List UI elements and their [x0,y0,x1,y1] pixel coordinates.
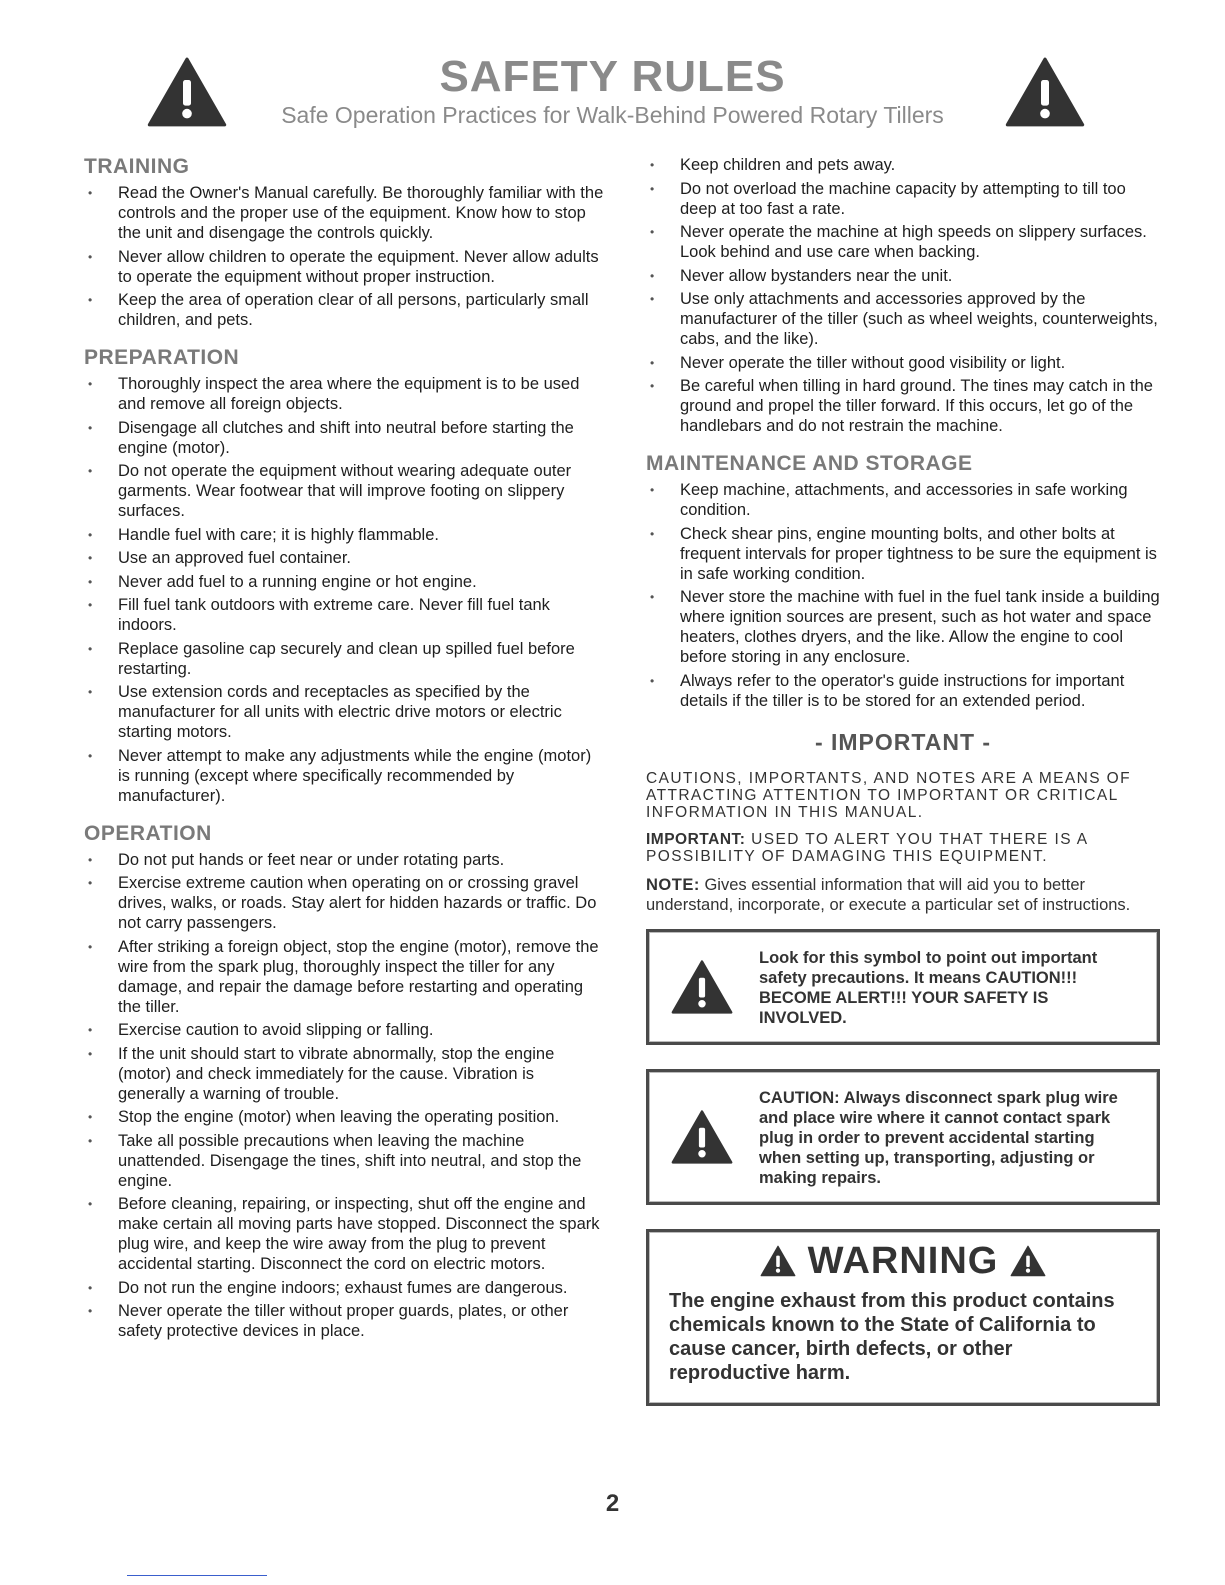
list-item: • Do not put hands or feet near or under rotating parts. [84,850,604,870]
footer-link-line [127,1575,267,1576]
list-item: • Never store the machine with fuel in the fuel tank inside a building where ignition sources are present, such as hot water and space heaters, clothes dryers, and the like. Allow the engine to cool before storing in any enclosure. [646,587,1160,667]
note-label: NOTE: [646,875,700,894]
list-item: • Never operate the tiller without proper guards, plates, or other safety protective devices in place. [84,1301,604,1341]
list-item: • Keep the area of operation clear of all persons, particularly small children, and pets. [84,290,604,330]
preparation-heading: PREPARATION [84,346,240,369]
warning-box [646,1229,1160,1406]
list-item: • Never operate the machine at high speeds on slippery surfaces. Look behind and use care when backing. [646,222,1160,262]
page-header [0,0,1225,150]
list-item: • Before cleaning, repairing, or inspecting, shut off the engine and make certain all moving parts have stopped. Disconnect the spark plug wire, and keep the wire away from the plug to prevent accidental starting. Disconnect the cord on electric motors. [84,1194,604,1274]
list-item: • If the unit should start to vibrate abnormally, stop the engine (motor) and check immediately for the cause. Vibration is generally a warning of trouble. [84,1044,604,1104]
list-item: • Read the Owner's Manual carefully. Be thoroughly familiar with the controls and the proper use of the equipment. Know how to stop the unit and disengage the controls quickly. [84,183,604,243]
list-item: • Never add fuel to a running engine or hot engine. [84,572,604,592]
training-heading: TRAINING [84,155,190,178]
left-column [84,155,604,1357]
list-item: • Never allow children to operate the equipment. Never allow adults to operate the equipment without proper instruction. [84,247,604,287]
training-list [84,183,604,330]
list-item: • Do not run the engine indoors; exhaust fumes are dangerous. [84,1278,604,1298]
symbol-box [646,929,1160,1045]
list-item: • Never attempt to make any adjustments while the engine (motor) is running (except where specifically recommended by manufacturer). [84,746,604,806]
warning-triangle-icon [1005,55,1085,129]
important-heading: - IMPORTANT - [814,728,992,755]
symbol-box-text: Look for this symbol to point out important safety precautions. It means CAUTION!!! BECOME ALERT!!! YOUR SAFETY IS INVOLVED. [759,948,1098,1027]
operation-heading: OPERATION [84,821,212,845]
note-definition [646,875,1160,915]
warning-text: The engine exhaust from this product contains chemicals known to the State of California to cause cancer, birth defects, or other reproductive harm. [669,1289,1115,1384]
list-item: • Be careful when tilling in hard ground. The tines may catch in the ground and propel the tiller forward. If this occurs, let go of the handlebars and do not restrain the machine. [646,376,1160,436]
list-item: • Replace gasoline cap securely and clean up spilled fuel before restarting. [84,639,604,679]
list-item: • Use an approved fuel container. [84,548,604,568]
list-item: • Do not operate the equipment without wearing adequate outer garments. Wear footwear that will improve footing on slippery surfaces. [84,461,604,521]
important-caps-text: CAUTIONS, IMPORTANTS, AND NOTES ARE A MEANS OF ATTRACTING ATTENTION TO IMPORTANT OR CRITICAL INFORMATION IN THIS MANUAL. [646,769,1131,821]
list-item: • Do not overload the machine capacity by attempting to till too deep at too fast a rate. [646,179,1160,219]
maintenance-heading: MAINTENANCE AND STORAGE [646,452,973,475]
warning-triangle-icon [671,1109,733,1165]
warning-title-row [669,1240,1137,1283]
right-column [646,155,1160,1406]
preparation-list [84,374,604,806]
warning-triangle-icon [671,959,733,1015]
note-text: Gives essential information that will aid you to better understand, incorporate, or execute a particular set of instructions. [646,875,1131,914]
list-item: • Disengage all clutches and shift into neutral before starting the engine (motor). [84,418,604,458]
caution-box [646,1069,1160,1205]
list-item: • Thoroughly inspect the area where the equipment is to be used and remove all foreign objects. [84,374,604,414]
list-item: • Check shear pins, engine mounting bolts, and other bolts at frequent intervals for proper tightness to be sure the equipment is in safe working condition. [646,524,1160,584]
list-item: • Fill fuel tank outdoors with extreme care. Never fill fuel tank indoors. [84,595,604,635]
warning-triangle-icon [1010,1245,1046,1277]
maintenance-list [646,480,1160,711]
operation-continued-list [646,155,1160,436]
list-item: • Never operate the tiller without good visibility or light. [646,353,1160,373]
list-item: • Use only attachments and accessories approved by the manufacturer of the tiller (such as wheel weights, counterweights, cabs, and the like). [646,289,1160,349]
operation-list [84,850,604,1342]
list-item: • Never allow bystanders near the unit. [646,266,1160,286]
list-item: • Handle fuel with care; it is highly flammable. [84,525,604,545]
list-item: • Keep children and pets away. [646,155,1160,175]
list-item: • Exercise extreme caution when operating on or crossing gravel drives, walks, or roads. Stay alert for hidden hazards or traffic. Do not carry passengers. [84,873,604,933]
important-definition [646,831,1160,865]
list-item: • Exercise caution to avoid slipping or falling. [84,1020,604,1040]
warning-triangle-icon [760,1245,796,1277]
list-item: • Take all possible precautions when leaving the machine unattended. Disengage the tines, shift into neutral, and stop the engine. [84,1131,604,1191]
warning-title: WARNING [807,1239,999,1282]
list-item: • Keep machine, attachments, and accessories in safe working condition. [646,480,1160,520]
list-item: • Stop the engine (motor) when leaving the operating position. [84,1107,604,1127]
page-subtitle: Safe Operation Practices for Walk-Behind Powered Rotary Tillers [281,102,944,128]
list-item: • Always refer to the operator's guide instructions for important details if the tiller is to be stored for an extended period. [646,671,1160,711]
important-text: USED TO ALERT YOU THAT THERE IS A POSSIBILITY OF DAMAGING THIS EQUIPMENT. [646,830,1088,865]
page-number: 2 [605,1490,620,1517]
list-item: • Use extension cords and receptacles as specified by the manufacturer for all units with electric drive motors or electric starting motors. [84,682,604,742]
list-item: • After striking a foreign object, stop the engine (motor), remove the wire from the spark plug, thoroughly inspect the tiller for any damage, and repair the damage before restarting and operating the tiller. [84,937,604,1017]
page-title: SAFETY RULES [439,52,786,101]
important-label: IMPORTANT: [646,830,746,848]
caution-box-text: CAUTION: Always disconnect spark plug wire and place wire where it cannot contact spark plug in order to prevent accidental starting when setting up, transporting, adjusting or making repairs. [759,1088,1118,1187]
